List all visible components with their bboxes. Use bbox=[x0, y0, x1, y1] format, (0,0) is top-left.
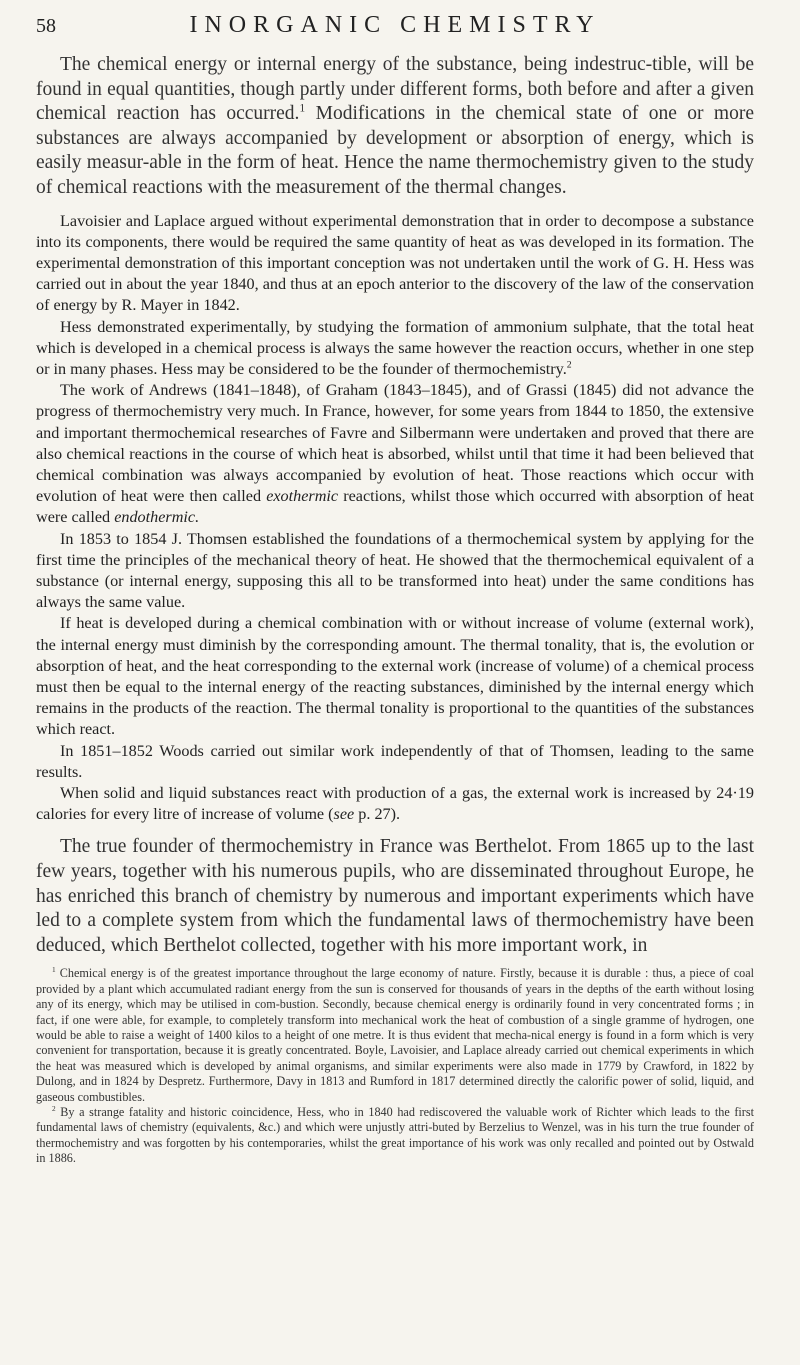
running-header bbox=[36, 12, 754, 53]
text-span: reactions, whilst those which occurred with absorption of heat were called bbox=[36, 487, 754, 527]
paragraph-berthelot: The true founder of thermochemistry in France was Berthelot. From 1865 up to the last few years, together with his numerous pupils, who are disseminated throughout Europe, he has enriched this branch of chemistry by numerous and important experiments which have led to a complete system from which the fundamental laws of thermochemistry have been deduced, which Berthelot collected, together with his more important work, in bbox=[36, 836, 754, 956]
paragraph-andrews bbox=[36, 380, 754, 528]
footnote-ref-1: 1 bbox=[299, 101, 306, 115]
footnote-mark: 1 bbox=[52, 965, 56, 975]
footnote-text: Chemical energy is of the greatest importance throughout the large economy of nature. Firstly, because it is durable : thus, a piece of coal provided by a plant which accumulated radiant energy from the sun is conserved for thousands of years in the depths of the earth without losing any of its energy, which may be utilised in com-bustion. Secondly, because chemical energy is ordinarily found in very concentrated forms ; in fact, if one were able, for example, to completely transform into mechanical work the heat of combustion of a single gramme of hydrogen, one would be able to raise a weight of 1400 kilos to a height of one metre. It is thus evident that mecha-nical energy is found in a form which is very convenient for transportation, because it is greatly concentrated. Boyle, Lavoisier, and Laplace already carried out chemical experiments in which the heat was measured which is developed by animal organisms, and similar experiments were also made in 1779 by Crawford, in 1822 by Dulong, and in 1824 by Despretz. Furthermore, Davy in 1813 and Rumford in 1817 determined directly the calorific power of solid, liquid, and gaseous combustibles. bbox=[36, 966, 754, 1104]
text-span: Modifications in the chemical state of one or more substances are always accompanied by development or absorption of energy, which is easily measur-able in the form of heat. Hence the name thermochemistry given to the study of chemical reactions with the measurement of the thermal changes. bbox=[36, 103, 754, 198]
text-span: The work of Andrews (1841–1848), of Graham (1843–1845), and of Grassi (1845) did not advance the progress of thermochemistry very much. In France, however, for some years from 1844 to 1850, the extensive and important thermochemical researches of Favre and Silbermann were undertaken and proved that there are also chemical reactions in the course of which heat is absorbed, whilst until that time it had been believed that chemical combination was always accompanied by evolution of heat. Those reactions which occur with evolution of heat were then called bbox=[36, 381, 754, 506]
footnote-2 bbox=[36, 1105, 754, 1167]
term-endothermic: endothermic. bbox=[114, 508, 200, 527]
footnotes bbox=[36, 966, 754, 1166]
body-section bbox=[36, 211, 754, 826]
intro-section bbox=[36, 53, 754, 201]
footnote-ref-2: 2 bbox=[566, 359, 572, 371]
paragraph-hess bbox=[36, 317, 754, 381]
paragraph-heat: If heat is developed during a chemical combination with or without increase of volume (external work), the internal energy must diminish by the corresponding amount. The thermal tonality, that is, the evolution or absorption of heat, and the heat corresponding to the external work (increase of volume) of a chemical process must then be equal to the internal energy of the reacting substances, diminished by the internal energy which remains in the products of the reaction. The thermal tonality is proportional to the quantities of the substances which react. bbox=[36, 614, 754, 739]
text-span: When solid and liquid substances react with production of a gas, the external work is increased by 24·19 calories for every litre of increase of volume ( bbox=[36, 784, 754, 824]
paragraph-lavoisier: Lavoisier and Laplace argued without experimental demonstration that in order to decompose a substance into its components, there would be required the same quantity of heat as was developed in its formation. The experimental demonstration of this important conception was not undertaken until the work of G. H. Hess was carried out in about the year 1840, and thus at an epoch anterior to the discovery of the law of the conservation of energy by R. Mayer in 1842. bbox=[36, 211, 754, 315]
closing-section bbox=[36, 835, 754, 958]
term-exothermic: exothermic bbox=[266, 487, 339, 506]
paragraph-woods: In 1851–1852 Woods carried out similar work independently of that of Thomsen, leading to the same results. bbox=[36, 741, 754, 781]
footnote-text: By a strange fatality and historic coincidence, Hess, who in 1840 had rediscovered the valuable work of Richter which leads to the first fundamental laws of chemistry (equivalents, &c.) and which were unjustly attri-buted by Berzelius to Wenzel, was in his turn the true founder of thermochemistry and was forgotten by his contemporaries, whilst the great importance of his work was only recalled and pointed out by Ostwald in 1886. bbox=[36, 1105, 754, 1166]
paragraph-thomsen: In 1853 to 1854 J. Thomsen established the foundations of a thermochemical system by applying for the first time the principles of the mechanical theory of heat. He showed that the thermochemical equivalent of a substance (or internal energy, supposing this all to be transformed into heat) under the same conditions has always the same value. bbox=[36, 529, 754, 612]
intro-paragraph bbox=[36, 53, 754, 201]
text-span: p. 27). bbox=[354, 805, 401, 824]
footnote-mark: 2 bbox=[52, 1104, 56, 1114]
paragraph-gas bbox=[36, 783, 754, 825]
see-ref: see bbox=[333, 805, 355, 824]
page-number: 58 bbox=[36, 15, 56, 37]
running-title: INORGANIC CHEMISTRY bbox=[189, 12, 601, 38]
text-span: Hess demonstrated experimentally, by studying the formation of ammonium sulphate, that the total heat which is developed in a chemical process is always the same however the reaction occurs, whether in one step or in many phases. Hess may be considered to be the founder of thermochemistry. bbox=[36, 317, 754, 378]
footnote-1 bbox=[36, 966, 754, 1105]
text-span: The chemical energy or internal energy of the substance, being indestruc-tible, will be found in equal quantities, though partly under different forms, both before and after a given chemical reaction has occurred. bbox=[36, 54, 754, 125]
